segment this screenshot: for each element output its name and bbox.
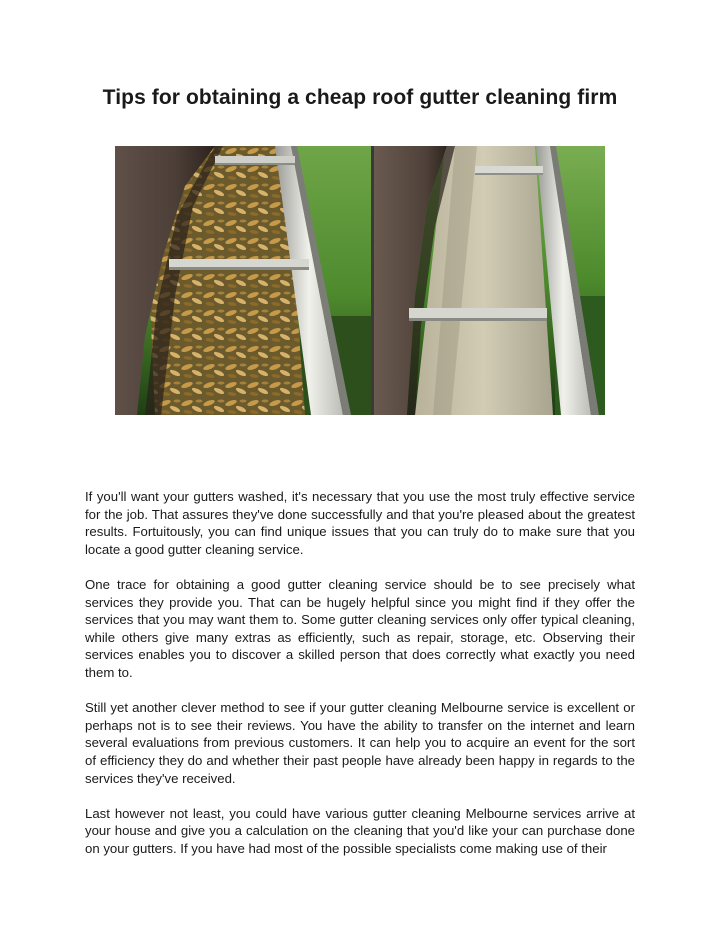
page-title: Tips for obtaining a cheap roof gutter cleaning firm [102,86,618,109]
gutter-before-after-photo [115,146,605,415]
paragraph: One trace for obtaining a good gutter cleaning service should be to see precisely what services they provide you. That can be hugely helpful since you might find if they offer the services that you may want them to. Some gutter cleaning services only offer typical cleaning, while others give many extras as efficiently, such as repair, storage, etc. Observing their services enables you to discover a skilled person that does correctly what exactly you need them to. [85,576,635,680]
paragraph: If you'll want your gutters washed, it's necessary that you use the most truly effective service for the job. That assures they've done successfully and that you're pleased about the greatest results. Fortuitously, you can find unique issues that you can truly do to make sure that you locate a good gutter cleaning service. [85,489,635,557]
paragraph: Last however not least, you could have various gutter cleaning Melbourne services arrive at your house and give you a calculation on the cleaning that you'd like your can purchase done on your gutters. If you have had most of the possible specialists come making use of their [85,805,635,856]
article-body [85,488,635,857]
paragraph: Still yet another clever method to see if your gutter cleaning Melbourne service is excellent or perhaps not is to see their reviews. You have the ability to transfer on the internet and learn several evaluations from previous customers. It can help you to acquire an event for the sort of efficiency they do and whether their past people have already been happy in regards to the services they've received. [85,700,635,786]
